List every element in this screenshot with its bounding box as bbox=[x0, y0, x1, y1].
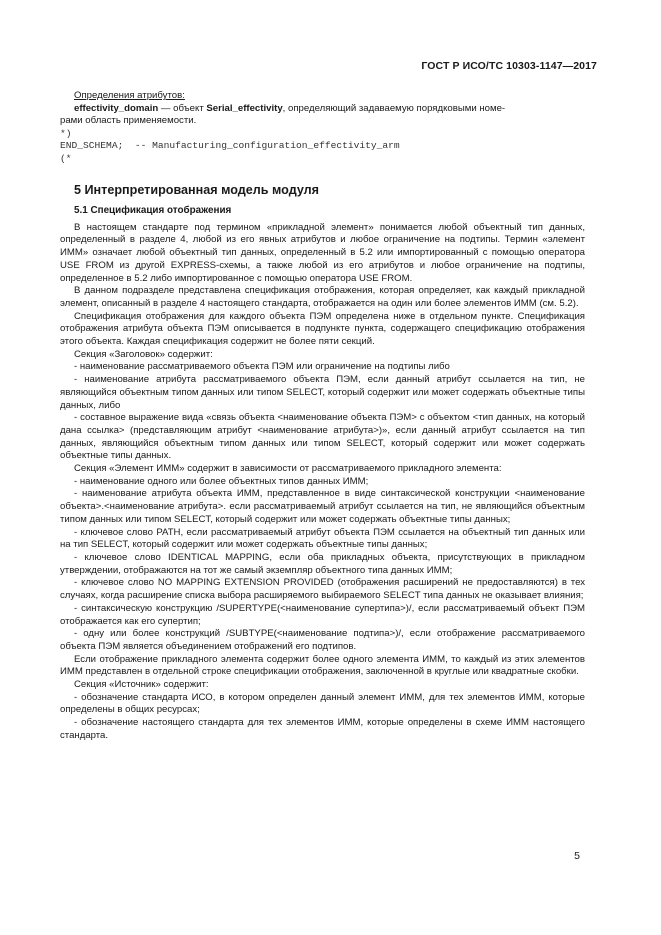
paragraph: Секция «Источник» содержит: bbox=[74, 679, 209, 691]
paragraph: Спецификация отображения для каждого объекта ПЭМ определена ниже в отдельном пункте. Спецификация отображения атрибута объекта ПЭМ описывается в подпункте пункта, содержащего спецификацию отображения этого объекта. Каждая спецификация содержит не более пяти секций. bbox=[60, 310, 585, 348]
paragraph: Секция «Заголовок» содержит: bbox=[74, 348, 213, 360]
list-item: - синтаксическую конструкцию /SUPERTYPE(<наименование супертипа>)/, если рассматриваемый объект ПЭМ отображается как его супертип; bbox=[60, 602, 585, 627]
list-item: - наименование атрибута рассматриваемого объекта ПЭМ, если данный атрибут ссылается на тип, не являющийся объектным типом данных или типом SELECT, который содержит или может содержать объектные типы данных, либо bbox=[60, 374, 585, 411]
code-line: (* bbox=[60, 152, 72, 164]
list-item: - наименование одного или более объектных типов данных ИММ; bbox=[74, 475, 369, 487]
list-item: - ключевое слово NO MAPPING EXTENSION PROVIDED (отображения расширений не предоставляются) в тех случаях, когда расширение списка выбора расширяемого выбираемого SELECT типа данных не оказывает влияния; bbox=[60, 577, 585, 602]
paragraph: В данном подразделе представлена спецификация отображения, которая определяет, как каждый прикладной элемент, описанный в разделе 4 настоящего стандарта, отображается на один или более элементов ИММ (см. 5.2). bbox=[60, 285, 585, 309]
document-header: ГОСТ Р ИСО/ТС 10303-1147—2017 bbox=[421, 60, 597, 72]
list-item: - одну или более конструкций /SUBTYPE(<наименование подтипа>)/, если отображение рассматриваемого объекта ПЭМ является объединением отображений его подтипов. bbox=[60, 628, 585, 652]
paragraph: В настоящем стандарте под термином «прикладной элемент» понимается любой объектный тип данных, определенный в разделе 4, любой из его явных атрибутов и любое ограничение на подтипы. Термин «элемент ИММ» означает любой объектный тип данных, определенный в 5.2 или импортированный с помощью оператора USE FROM из другой EXPRESS-схемы, а также любой из его атрибутов и любое ограничение на подтипы, определенное в 5.2 либо импортированное с помощью оператора USE FROM. bbox=[60, 221, 585, 284]
code-line: END_SCHEMA; -- Manufacturing_configuration_effectivity_arm bbox=[60, 140, 400, 152]
page-body bbox=[60, 90, 585, 743]
list-item: - составное выражение вида «связь объекта <наименование объекта ПЭМ> с объектом <тип данных, на который дана ссылка> (представляющим атрибут <наименование атрибута>)», если данный атрибут ссылается на тип данных, являющийся объектным типом данных или типом SELECT, который содержит или может содержать объектные типы данных. bbox=[60, 412, 585, 462]
page-number: 5 bbox=[574, 850, 580, 862]
attribute-definitions-heading: Определения атрибутов: bbox=[74, 90, 185, 101]
list-item: - ключевое слово IDENTICAL MAPPING, если оба прикладных объекта, присутствующих в прикладном утверждении, отображаются на тот же самый экземпляр объектного типа данных ИММ; bbox=[60, 552, 585, 576]
paragraph: Если отображение прикладного элемента содержит более одного элемента ИММ, то каждый из этих элементов ИММ представлен в отдельной строке спецификации отображения, заключенной в круглые или квадратные скобки. bbox=[60, 653, 585, 678]
list-item: - ключевое слово PATH, если рассматриваемый атрибут объекта ПЭМ ссылается на объектный тип данных или на тип SELECT, который содержит или может содержать объектные типы данных; bbox=[60, 526, 585, 551]
attribute-definition-continued: рами область применяемости. bbox=[60, 115, 197, 127]
list-item: - обозначение стандарта ИСО, в котором определен данный элемент ИММ, для тех элементов ИММ, которые определены в общих ресурсах; bbox=[60, 691, 585, 716]
list-item: - обозначение настоящего стандарта для тех элементов ИММ, которые определены в схеме ИММ настоящего стандарта. bbox=[60, 717, 585, 741]
list-item: - наименование рассматриваемого объекта ПЭМ или ограничение на подтипы либо bbox=[74, 361, 450, 373]
paragraph: Секция «Элемент ИММ» содержит в зависимости от рассматриваемого прикладного элемента: bbox=[74, 463, 502, 475]
attribute-definition: effectivity_domain — объект Serial_effectivity, определяющий задаваемую порядковыми номе- bbox=[74, 102, 506, 114]
subsection-title: 5.1 Спецификация отображения bbox=[74, 204, 232, 216]
code-line: *) bbox=[60, 128, 72, 140]
list-item: - наименование атрибута объекта ИММ, представленное в виде синтаксической конструкции <наименование объекта>.<наименование атрибута>. если рассматриваемый атрибут ссылается на тип, не являющийся объектным типом данных или типом SELECT, который содержит или может содержать объектные типы данных; bbox=[60, 488, 585, 525]
section-title: 5 Интерпретированная модель модуля bbox=[74, 182, 320, 197]
